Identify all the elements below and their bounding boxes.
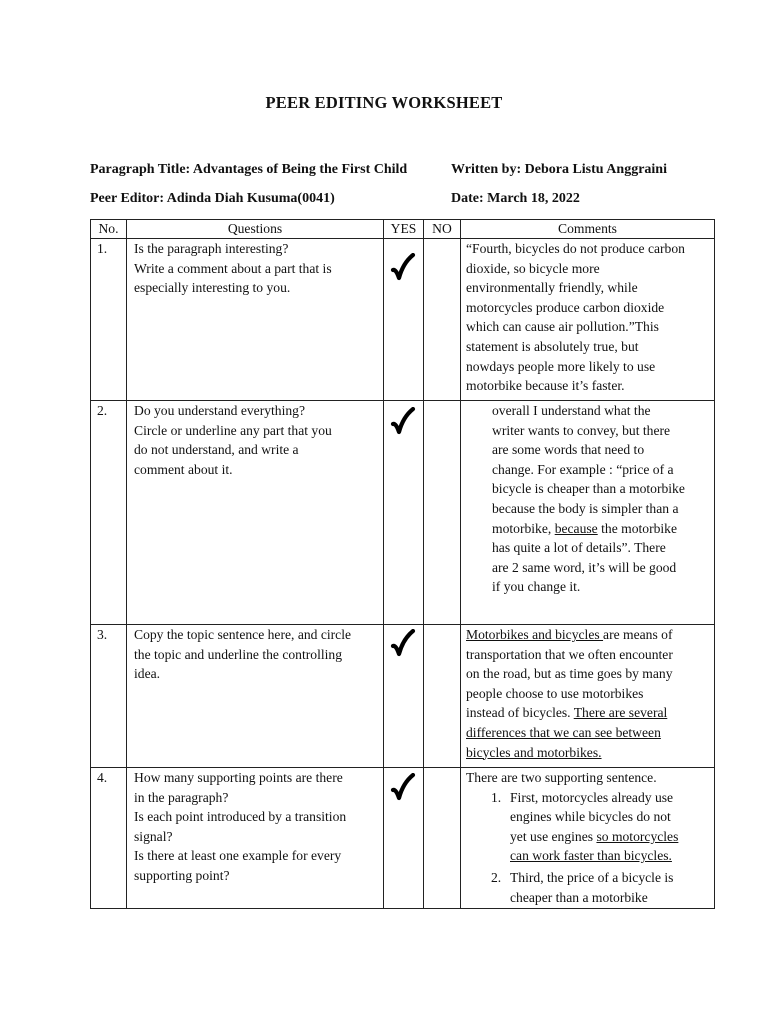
no-cell[interactable] xyxy=(424,401,461,625)
yes-cell[interactable] xyxy=(384,768,424,909)
comment-fragment: instead of bicycles. xyxy=(466,705,574,721)
underlined-controlling-idea: differences that we can see between xyxy=(466,724,661,740)
table-row xyxy=(91,239,715,401)
question-line: How many supporting points are there xyxy=(134,770,343,785)
comment-line: There are two supporting sentence. xyxy=(466,770,657,785)
peer-editor: Peer Editor: Adinda Diah Kusuma(0041) xyxy=(90,191,335,206)
question-line: signal? xyxy=(134,828,173,844)
question-line: Is each point introduced by a transition xyxy=(134,809,347,825)
underlined-topic: Motorbikes and bicycles xyxy=(466,627,604,642)
comment-fragment: motorbike, xyxy=(492,520,555,536)
question-line: Copy the topic sentence here, and circle xyxy=(134,627,352,642)
written-by: Written by: Debora Listu Anggraini xyxy=(451,162,667,177)
comment-line: environmentally friendly, while xyxy=(466,280,638,296)
checkmark-icon xyxy=(390,629,416,659)
question-line: idea. xyxy=(134,666,161,682)
yes-cell[interactable] xyxy=(384,239,424,401)
worksheet-title: PEER EDITING WORKSHEET xyxy=(265,93,503,112)
underlined-phrase: so motorcycles xyxy=(596,828,679,844)
underlined-controlling-idea: There are several xyxy=(573,705,668,721)
checkmark-icon xyxy=(390,407,416,437)
comment-line xyxy=(466,519,709,539)
question-line: Circle or underline any part that you xyxy=(134,422,332,438)
comment-line: has quite a lot of details”. There xyxy=(492,540,666,556)
checkmark-icon xyxy=(390,773,416,803)
comment-line: “Fourth, bicycles do not produce carbon xyxy=(466,241,685,256)
question-line: in the paragraph? xyxy=(134,789,229,805)
question-cell xyxy=(127,401,384,625)
question-line: supporting point? xyxy=(134,867,230,883)
yes-cell[interactable] xyxy=(384,625,424,768)
no-cell[interactable] xyxy=(424,768,461,909)
table-row xyxy=(91,625,715,768)
question-cell xyxy=(127,239,384,401)
supporting-points-list xyxy=(466,788,709,908)
question-line: Do you understand everything? xyxy=(134,403,306,418)
question-line: Write a comment about a part that is xyxy=(134,260,332,276)
peer-editing-table xyxy=(90,219,715,909)
row-number: 1. xyxy=(91,239,127,401)
header-no: No. xyxy=(91,220,127,239)
comment-line: dioxide, so bicycle more xyxy=(466,260,600,276)
comment-cell xyxy=(461,625,715,768)
comment-line: because the body is simpler than a xyxy=(492,500,679,516)
header-comments: Comments xyxy=(461,220,715,239)
comment-line xyxy=(510,827,709,847)
underlined-phrase: can work faster than bicycles. xyxy=(510,848,672,864)
no-cell[interactable] xyxy=(424,239,461,401)
comment-cell xyxy=(461,768,715,909)
yes-cell[interactable] xyxy=(384,401,424,625)
comment-line: are some words that need to xyxy=(492,442,645,458)
comment-line: Third, the price of a bicycle is xyxy=(510,869,674,885)
question-line: do not understand, and write a xyxy=(134,442,299,458)
comment-line: statement is absolutely true, but xyxy=(466,338,639,354)
question-line: comment about it. xyxy=(134,461,233,477)
paragraph-title: Paragraph Title: Advantages of Being the First Child xyxy=(90,162,408,177)
underlined-controlling-idea: bicycles and motorbikes. xyxy=(466,744,602,760)
comment-line: overall I understand what the xyxy=(492,403,651,418)
underlined-word: because xyxy=(554,520,598,536)
row-number: 3. xyxy=(91,625,127,768)
comment-line: bicycle is cheaper than a motorbike xyxy=(492,481,685,497)
comment-line: people choose to use motorbikes xyxy=(466,685,644,701)
comment-line: cheaper than a motorbike xyxy=(510,889,648,905)
comment-fragment: are means of xyxy=(603,627,673,642)
comment-line: change. For example : “price of a xyxy=(492,461,674,477)
comment-line xyxy=(466,625,709,645)
list-item xyxy=(466,868,709,907)
date: Date: March 18, 2022 xyxy=(451,191,580,206)
comment-cell xyxy=(461,401,715,625)
table-header-row xyxy=(91,220,715,239)
comment-line: which can cause air pollution.”This xyxy=(466,319,659,335)
row-number: 2. xyxy=(91,401,127,625)
comment-line: writer wants to convey, but there xyxy=(492,422,671,438)
list-item xyxy=(466,788,709,866)
question-line: especially interesting to you. xyxy=(134,280,291,296)
question-cell xyxy=(127,625,384,768)
question-line: Is there at least one example for every xyxy=(134,848,342,864)
comment-line xyxy=(510,846,709,866)
comment-fragment: the motorbike xyxy=(597,520,677,536)
question-line: Is the paragraph interesting? xyxy=(134,241,289,256)
comment-fragment: yet use engines xyxy=(510,828,597,844)
comment-line: on the road, but as time goes by many xyxy=(466,666,673,682)
list-number: 2. xyxy=(491,869,502,885)
no-cell[interactable] xyxy=(424,625,461,768)
list-number: 1. xyxy=(491,789,502,805)
question-cell xyxy=(127,768,384,909)
comment-cell xyxy=(461,239,715,401)
row-number: 4. xyxy=(91,768,127,909)
header-questions: Questions xyxy=(127,220,384,239)
comment-line xyxy=(466,703,709,723)
comment-line: motorbike because it’s faster. xyxy=(466,378,625,394)
header-no-answer: NO xyxy=(424,220,461,239)
comment-line: motorcycles produce carbon dioxide xyxy=(466,299,665,315)
comment-line xyxy=(466,743,709,763)
comment-line: First, motorcycles already use xyxy=(510,789,674,805)
comment-line: if you change it. xyxy=(492,579,581,595)
question-line: the topic and underline the controlling xyxy=(134,646,343,662)
checkmark-icon xyxy=(390,253,416,283)
comment-line: transportation that we often encounter xyxy=(466,646,673,662)
comment-line: are 2 same word, it’s will be good xyxy=(492,559,677,575)
comment-line: engines while bicycles do not xyxy=(510,809,671,825)
table-row xyxy=(91,768,715,909)
table-row xyxy=(91,401,715,625)
comment-line: nowdays people more likely to use xyxy=(466,358,656,374)
header-yes: YES xyxy=(384,220,424,239)
